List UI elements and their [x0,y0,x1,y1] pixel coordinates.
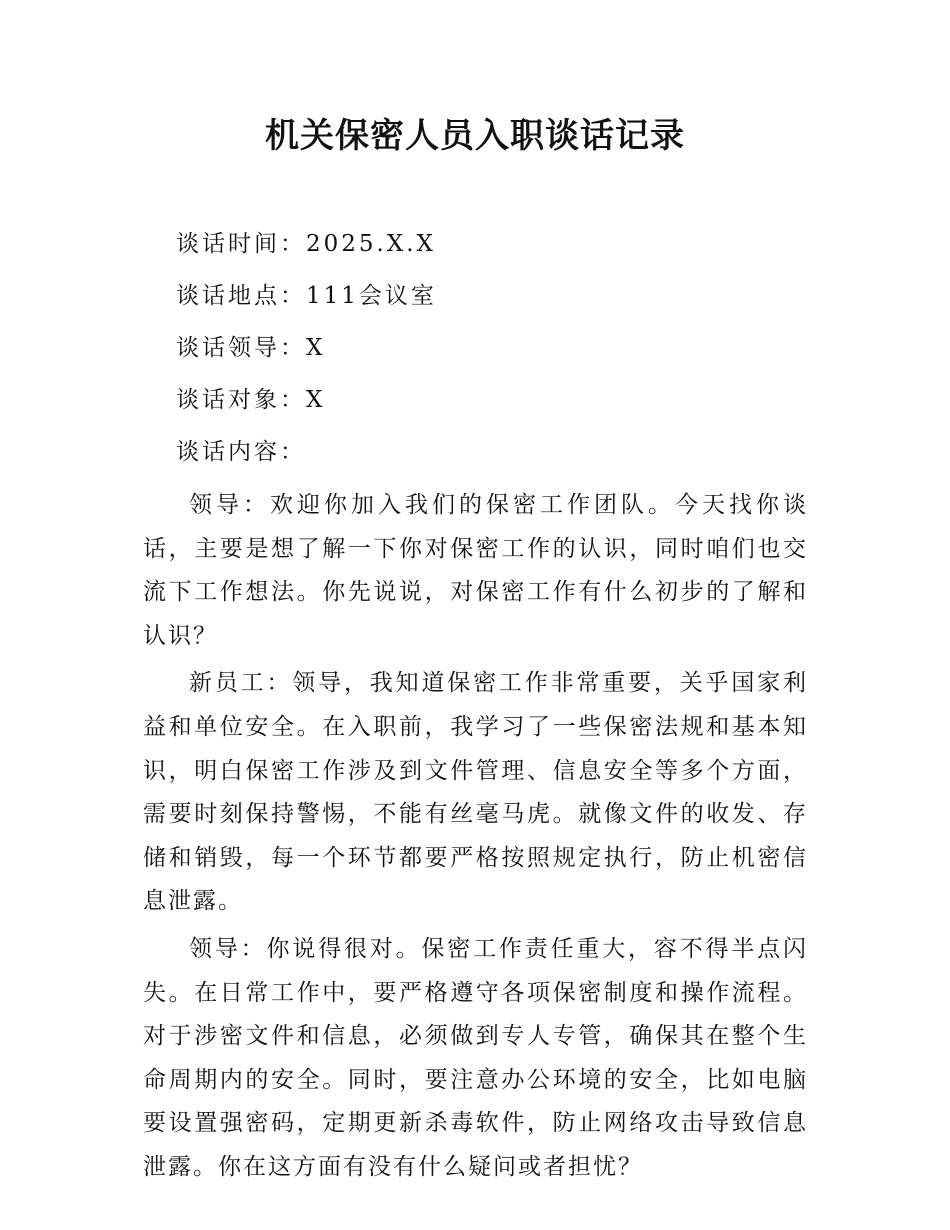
meeting-time-line [176,222,816,274]
meeting-location-line [176,274,816,326]
paragraph-leader-2: 领导：你说得很对。保密工作责任重大，容不得半点闪失。在日常工作中，要严格遵守各项保密制度和操作流程。对于涉密文件和信息，必须做到专人专管，确保其在整个生命周期内的安全。同时，要注意办公环境的安全，比如电脑要设置强密码，定期更新杀毒软件，防止网络攻击导致信息泄露。你在这方面有没有什么疑问或者担忧？ [143,935,808,1180]
meeting-content-label: 谈话内容： [176,439,306,465]
meeting-subject-value: X [306,387,326,413]
meeting-location-label: 谈话地点： [176,283,306,309]
meeting-leader-line [176,326,816,378]
conversation-body [143,484,808,1194]
meeting-subject-line [176,378,816,430]
paragraph-leader-1: 领导：欢迎你加入我们的保密工作团队。今天找你谈话，主要是想了解一下你对保密工作的认识，同时咱们也交流下工作想法。你先说说，对保密工作有什么初步的了解和认识？ [143,492,808,649]
meeting-time-value: 2025.X.X [306,231,436,257]
paragraph-employee-1: 新员工：领导，我知道保密工作非常重要，关乎国家利益和单位安全。在入职前，我学习了一些保密法规和基本知识，明白保密工作涉及到文件管理、信息安全等多个方面，需要时刻保持警惕，不能有丝毫马虎。就像文件的收发、存储和销毁，每一个环节都要严格按照规定执行，防止机密信息泄露。 [143,670,808,915]
document-title: 机关保密人员入职谈话记录 [265,116,685,156]
meeting-leader-value: X [306,335,326,361]
meeting-location-value: 111会议室 [306,283,437,309]
meeting-time-label: 谈话时间： [176,231,306,257]
meeting-info [176,222,816,482]
meeting-leader-label: 谈话领导： [176,335,306,361]
meeting-content-line [176,430,816,482]
meeting-subject-label: 谈话对象： [176,387,306,413]
